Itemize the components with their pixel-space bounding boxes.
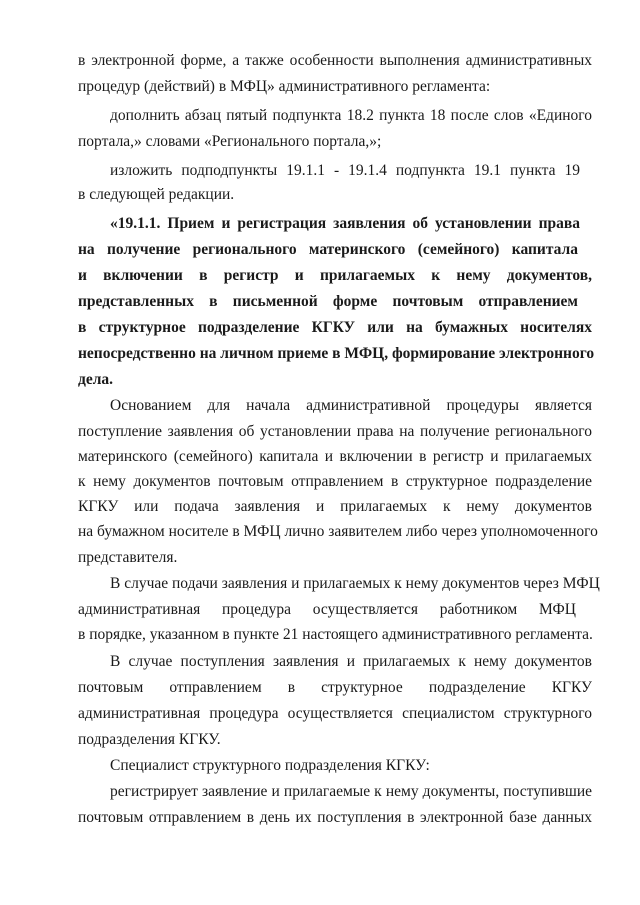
section-heading-line: в структурное подразделение КГКУ или на бумажных носителях bbox=[78, 319, 592, 336]
text-line: в порядке, указанном в пункте 21 настоящего административного регламента. bbox=[78, 626, 593, 643]
section-heading-line: «19.1.1. Прием и регистрация заявления об установлении права bbox=[110, 215, 580, 232]
text-line: В случае подачи заявления и прилагаемых к нему документов через МФЦ bbox=[110, 575, 600, 592]
text-line: портала,» словами «Регионального портала,»; bbox=[78, 133, 382, 150]
text-line: административная процедура осуществляется работником МФЦ bbox=[78, 601, 576, 618]
text-line: В случае поступления заявления и прилагаемых к нему документов bbox=[110, 653, 592, 670]
text-line: дополнить абзац пятый подпункта 18.2 пункта 18 после слов «Единого bbox=[110, 107, 592, 124]
text-line: на бумажном носителе в МФЦ лично заявителем либо через уполномоченного bbox=[78, 523, 598, 540]
text-line: административная процедура осуществляется специалистом структурного bbox=[78, 705, 592, 722]
section-heading-line: непосредственно на личном приеме в МФЦ, формирование электронного bbox=[78, 345, 595, 362]
text-line: Основанием для начала административной процедуры является bbox=[110, 397, 592, 414]
text-line: регистрирует заявление и прилагаемые к нему документы, поступившие bbox=[110, 783, 592, 800]
text-line: КГКУ или подача заявления и прилагаемых к нему документов bbox=[78, 498, 592, 515]
text-line: почтовым отправлением в день их поступления в электронной базе данных bbox=[78, 809, 592, 826]
text-line: представителя. bbox=[78, 549, 178, 566]
section-heading-line: на получение регионального материнского (семейного) капитала bbox=[78, 241, 578, 258]
section-heading-line: дела. bbox=[78, 371, 114, 388]
text-line: материнского (семейного) капитала и включении в регистр и прилагаемых bbox=[78, 448, 592, 465]
section-heading-line: и включении в регистр и прилагаемых к нему документов, bbox=[78, 267, 592, 284]
text-line: Специалист структурного подразделения КГКУ: bbox=[110, 757, 430, 774]
text-line: в электронной форме, а также особенности выполнения административных bbox=[78, 52, 592, 69]
text-line: процедур (действий) в МФЦ» административного регламента: bbox=[78, 78, 491, 95]
text-line: почтовым отправлением в структурное подразделение КГКУ bbox=[78, 679, 592, 696]
text-line: в следующей редакции. bbox=[78, 186, 235, 203]
text-line: подразделения КГКУ. bbox=[78, 731, 221, 748]
text-line: к нему документов почтовым отправлением в структурное подразделение bbox=[78, 473, 592, 490]
text-line: поступление заявления об установлении права на получение регионального bbox=[78, 423, 592, 440]
text-line: изложить подподпункты 19.1.1 - 19.1.4 подпункта 19.1 пункта 19 bbox=[110, 162, 580, 179]
section-heading-line: представленных в письменной форме почтовым отправлением bbox=[78, 293, 578, 310]
